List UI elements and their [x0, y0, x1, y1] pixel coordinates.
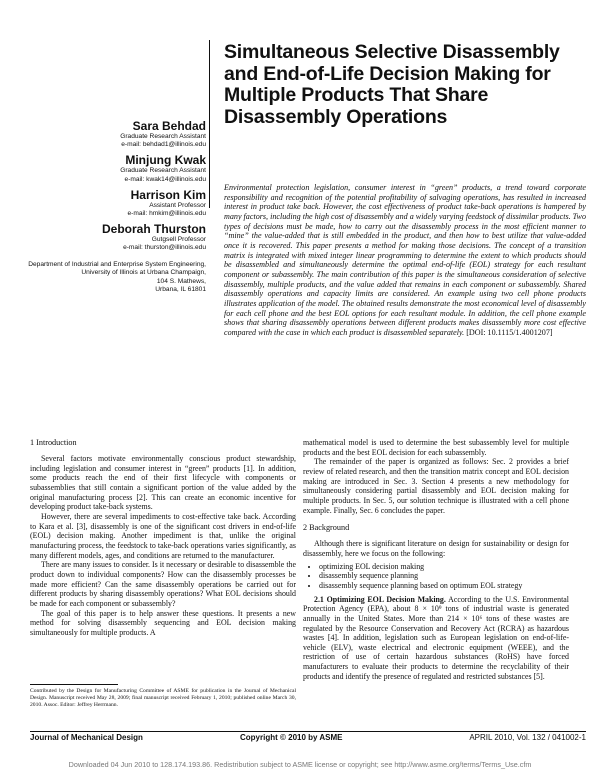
- section-heading: 2 Background: [303, 523, 350, 533]
- paragraph: According to the U.S. Environmental Protection Agency (EPA), about 8 × 10⁹ tons of industrial waste is generated annually in the United States. More than 214 × 10⁶ tons of these wastes are regulated by the Resource Conservation and Recovery Act (RCRA) as hazardous wastes [4]. In addition, legislation such as European legislation on end-of-life-vehicle (ELV), waste electrical and electronic equipment (WEEE), and the restriction of use of certain hazardous substances (RoHS) have forced manufacturers to evaluate their products to determine the recyclability of their products and identify the presence of regulated and restricted substances [5].: [303, 594, 569, 681]
- paragraph: There are many issues to consider. Is it necessary or desirable to disassemble the product down to individual components? How can the disassembly processes be made more efficient? Can the same disassembly operations be carried out for different products by sharing disassembly operations? What EOL decisions should be made for each component or subassembly?: [30, 560, 296, 608]
- author: [10, 153, 206, 183]
- footnote: Contributed by the Design for Manufacturing Committee of ASME for publication in the Journal of Mechanical Design. Manuscript received May 28, 2009; final manuscript received February 1, 2010; published online March 30, 2010. Assoc. Editor: Jeffrey Herrmann.: [30, 688, 296, 708]
- subsection-heading: 2.1 Optimizing EOL Decision Making.: [314, 594, 446, 604]
- author-name: Deborah Thurston: [102, 222, 206, 237]
- affiliation-line: 104 S. Mathews,: [156, 277, 206, 285]
- download-notice: Downloaded 04 Jun 2010 to 128.174.193.86. Redistribution subject to ASME license or copyright; see http://www.asme.org/terms/Terms_Use.cfm: [68, 760, 532, 769]
- author-role: Assistant Professor: [149, 201, 206, 209]
- list-item: • disassembly sequence planning: [319, 571, 569, 581]
- author-email[interactable]: e-mail: hmkim@illinois.edu: [127, 210, 206, 218]
- paper-title: Simultaneous Selective Disassembly and End-of-Life Decision Making for Multiple Products That Share Disassembly Operations: [224, 41, 560, 128]
- paragraph: mathematical model is used to determine the best subassembly level for multiple products and the best EOL decision for each subassembly.: [303, 438, 569, 457]
- author-role: Graduate Research Assistant: [120, 133, 206, 140]
- author-email[interactable]: e-mail: thurston@illinois.edu: [123, 244, 206, 252]
- right-column: [303, 438, 569, 681]
- list-item: • disassembly sequence planning based on optimum EOL strategy: [319, 581, 569, 591]
- journal-name: Journal of Mechanical Design: [30, 733, 143, 742]
- page-footer: [30, 733, 586, 745]
- issue-info: APRIL 2010, Vol. 132 / 041002-1: [469, 733, 586, 742]
- left-column: [30, 438, 296, 637]
- author-name: Minjung Kwak: [125, 153, 206, 168]
- paragraph: Although there is significant literature on design for sustainability or design for disassembly, here we focus on the following:: [303, 539, 569, 558]
- author-role: Gutgsell Professor: [151, 236, 206, 244]
- paragraph: However, there are several impediments to cost-effective take back. According to Kara et al. [3], disassembly is one of the significant cost drivers in end-of-life (EOL) decision making. Another impediment is that, unlike the original manufacturing process, the feedstock to take-back operations varies significantly, as many different models, ages, and conditions are returned to the manufacturer.: [30, 511, 296, 560]
- author-name: Sara Behdad: [132, 119, 206, 133]
- section-heading: 1 Introduction: [30, 438, 77, 447]
- author: [10, 188, 206, 218]
- list-item: • optimizing EOL decision making: [319, 562, 569, 572]
- title-rule: [209, 40, 210, 208]
- author-role: Graduate Research Assistant: [120, 167, 206, 175]
- abstract: [224, 183, 586, 338]
- abstract-text: Environmental protection legislation, consumer interest in “green” products, a trend toward corporate responsibility and recognition of the potential profitability of salvaging operations, has resulted in increased interest in product take back. However, the cost effectiveness of product take-back operations is hampered by many factors, including the high cost of disassembly and a widely varying feedstock of dissimilar products. Two types of decisions must be made, how to carry out the disassembly process in the most efficient manner to “mine” the value-added that is still embedded in the product, and then how to best utilize that value-added once it is recovered. This paper presents a method for making those decisions. The concept of a transition matrix is integrated with mixed integer linear programming to determine the extent to which products should be disassembled and simultaneously determine the optimal end-of-life (EOL) strategy for each resultant component or subassembly. The main contribution of this paper is the simultaneous consideration of selective disassembly, multiple products, and the value added that remains in each component or subassembly. Shared disassembly operations and capacity limits are considered. An example using two cell phone products illustrates application of the model. The obtained results demonstrate the most economical level of disassembly for each cell phone and the best EOL options for each resultant module. In addition, the cell phone example shows that sharing disassembly operations between different products makes disassembly more cost effective compared with the case in which each product is disassembled separately.: [224, 183, 586, 337]
- copyright: Copyright © 2010 by ASME: [240, 733, 343, 742]
- author: [10, 222, 206, 252]
- author-block: [10, 115, 206, 295]
- paragraph: Several factors motivate environmentally conscious product stewardship, including legislation and consumer interest in “green” products [1]. In addition, some products reach the end of their first lifecycle with components or subassemblies that still contain a significant portion of the value added by the original manufacturing process [2]. This can create an economic incentive for developing product take-back systems.: [30, 454, 296, 512]
- author-email[interactable]: e-mail: kwak14@illinois.edu: [124, 175, 206, 183]
- author-name: Harrison Kim: [130, 187, 206, 202]
- paragraph: The remainder of the paper is organized as follows: Sec. 2 provides a brief review of related research, and then the transition matrix concept and EOL decision making are introduced in Sec. 3. Section 4 presents a new methodology for simultaneously considering partial disassembly and EOL decision making for multiple products. In Sec. 5, our solution technique is illustrated with a cell phone example. Finally, Sec. 6 concludes the paper.: [303, 457, 569, 515]
- footer-rule: [30, 731, 586, 732]
- affiliation-line: Urbana, IL 61801: [155, 286, 206, 294]
- footnote-rule: [30, 684, 118, 685]
- author-email[interactable]: e-mail: behdad1@illinois.edu: [121, 141, 206, 149]
- affiliation: [10, 261, 206, 295]
- affiliation-line: University of Illinois at Urbana Champaign,: [81, 269, 206, 277]
- subsection: [303, 595, 569, 682]
- author: [10, 119, 206, 149]
- doi[interactable]: [DOI: 10.1115/1.4001207]: [466, 327, 553, 337]
- paragraph: The goal of this paper is to help answer these questions. It presents a new method for solving disassembly sequencing and EOL decision making simultaneously for multiple products. A: [30, 608, 296, 637]
- bullet-list: [303, 562, 569, 591]
- affiliation-line: Department of Industrial and Enterprise System Engineering,: [28, 260, 206, 268]
